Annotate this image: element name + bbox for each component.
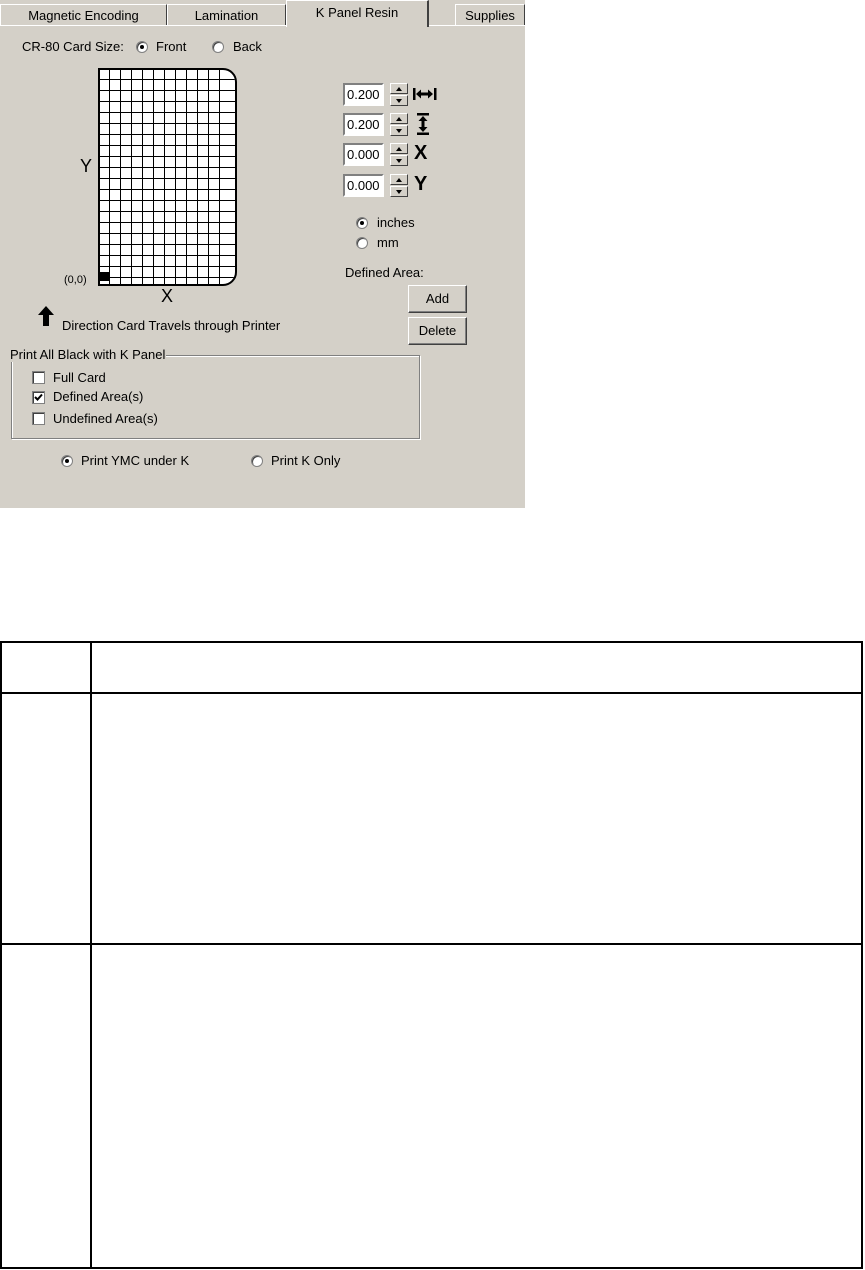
- width-arrows-icon: [413, 86, 437, 105]
- origin-label: (0,0): [64, 274, 87, 286]
- tab-lamination[interactable]: Lamination: [167, 4, 286, 25]
- tab-baseline: [0, 25, 525, 26]
- y-spinner[interactable]: [390, 174, 408, 197]
- width-spin-up[interactable]: [390, 83, 408, 94]
- x-spin-down[interactable]: [390, 155, 408, 166]
- table-column-divider: [90, 643, 92, 1269]
- tab-strip: [0, 0, 525, 26]
- defined-areas-checkbox[interactable]: [32, 391, 45, 404]
- k-panel-resin-dialog: [0, 0, 525, 508]
- table-row-divider: [2, 692, 863, 694]
- origin-marker: [100, 272, 109, 281]
- width-input[interactable]: 0.200: [343, 83, 384, 106]
- up-arrow-icon: [36, 305, 56, 330]
- x-icon: X: [414, 142, 428, 164]
- direction-label: Direction Card Travels through Printer: [62, 318, 281, 333]
- height-arrows-icon: [415, 113, 431, 138]
- height-spinner[interactable]: [390, 113, 408, 136]
- inches-label[interactable]: inches: [377, 215, 415, 230]
- defined-areas-label[interactable]: Defined Area(s): [53, 389, 144, 404]
- width-spin-down[interactable]: [390, 95, 408, 106]
- back-radio-label[interactable]: Back: [233, 39, 262, 54]
- tab-supplies[interactable]: Supplies: [455, 4, 525, 25]
- undefined-areas-checkbox[interactable]: [32, 412, 45, 425]
- card-size-label: CR-80 Card Size:: [22, 39, 124, 54]
- print-ymc-under-k-label[interactable]: Print YMC under K: [81, 453, 190, 468]
- height-spin-down[interactable]: [390, 125, 408, 136]
- full-card-checkbox[interactable]: [32, 371, 45, 384]
- back-radio[interactable]: [212, 41, 224, 53]
- inches-radio[interactable]: [356, 217, 368, 229]
- tab-k-panel-resin[interactable]: K Panel Resin: [286, 0, 429, 27]
- full-card-label[interactable]: Full Card: [53, 370, 106, 385]
- delete-button[interactable]: Delete: [408, 317, 467, 345]
- front-radio[interactable]: [136, 41, 148, 53]
- document-table: [0, 641, 863, 1269]
- height-input[interactable]: 0.200: [343, 113, 384, 136]
- print-black-group-title: Print All Black with K Panel: [10, 347, 166, 362]
- print-k-only-radio[interactable]: [251, 455, 263, 467]
- height-spin-up[interactable]: [390, 113, 408, 124]
- width-spinner[interactable]: [390, 83, 408, 106]
- checkmark-icon: [34, 393, 43, 402]
- y-spin-down[interactable]: [390, 186, 408, 197]
- table-row-divider: [2, 943, 863, 945]
- card-grid[interactable]: [98, 68, 237, 286]
- grid-lines: [98, 68, 237, 286]
- y-input[interactable]: 0.000: [343, 174, 384, 197]
- front-radio-label[interactable]: Front: [156, 39, 187, 54]
- tab-magnetic-encoding[interactable]: Magnetic Encoding: [0, 4, 167, 25]
- add-button[interactable]: Add: [408, 285, 467, 313]
- y-icon: Y: [414, 173, 428, 195]
- mm-radio[interactable]: [356, 237, 368, 249]
- x-input[interactable]: 0.000: [343, 143, 384, 166]
- print-ymc-under-k-radio[interactable]: [61, 455, 73, 467]
- defined-area-label: Defined Area:: [345, 265, 424, 280]
- mm-label[interactable]: mm: [377, 235, 399, 250]
- x-spin-up[interactable]: [390, 143, 408, 154]
- x-axis-label: X: [161, 286, 174, 306]
- y-spin-up[interactable]: [390, 174, 408, 185]
- undefined-areas-label[interactable]: Undefined Area(s): [53, 411, 158, 426]
- x-spinner[interactable]: [390, 143, 408, 166]
- y-axis-label: Y: [80, 156, 93, 176]
- print-k-only-label[interactable]: Print K Only: [271, 453, 341, 468]
